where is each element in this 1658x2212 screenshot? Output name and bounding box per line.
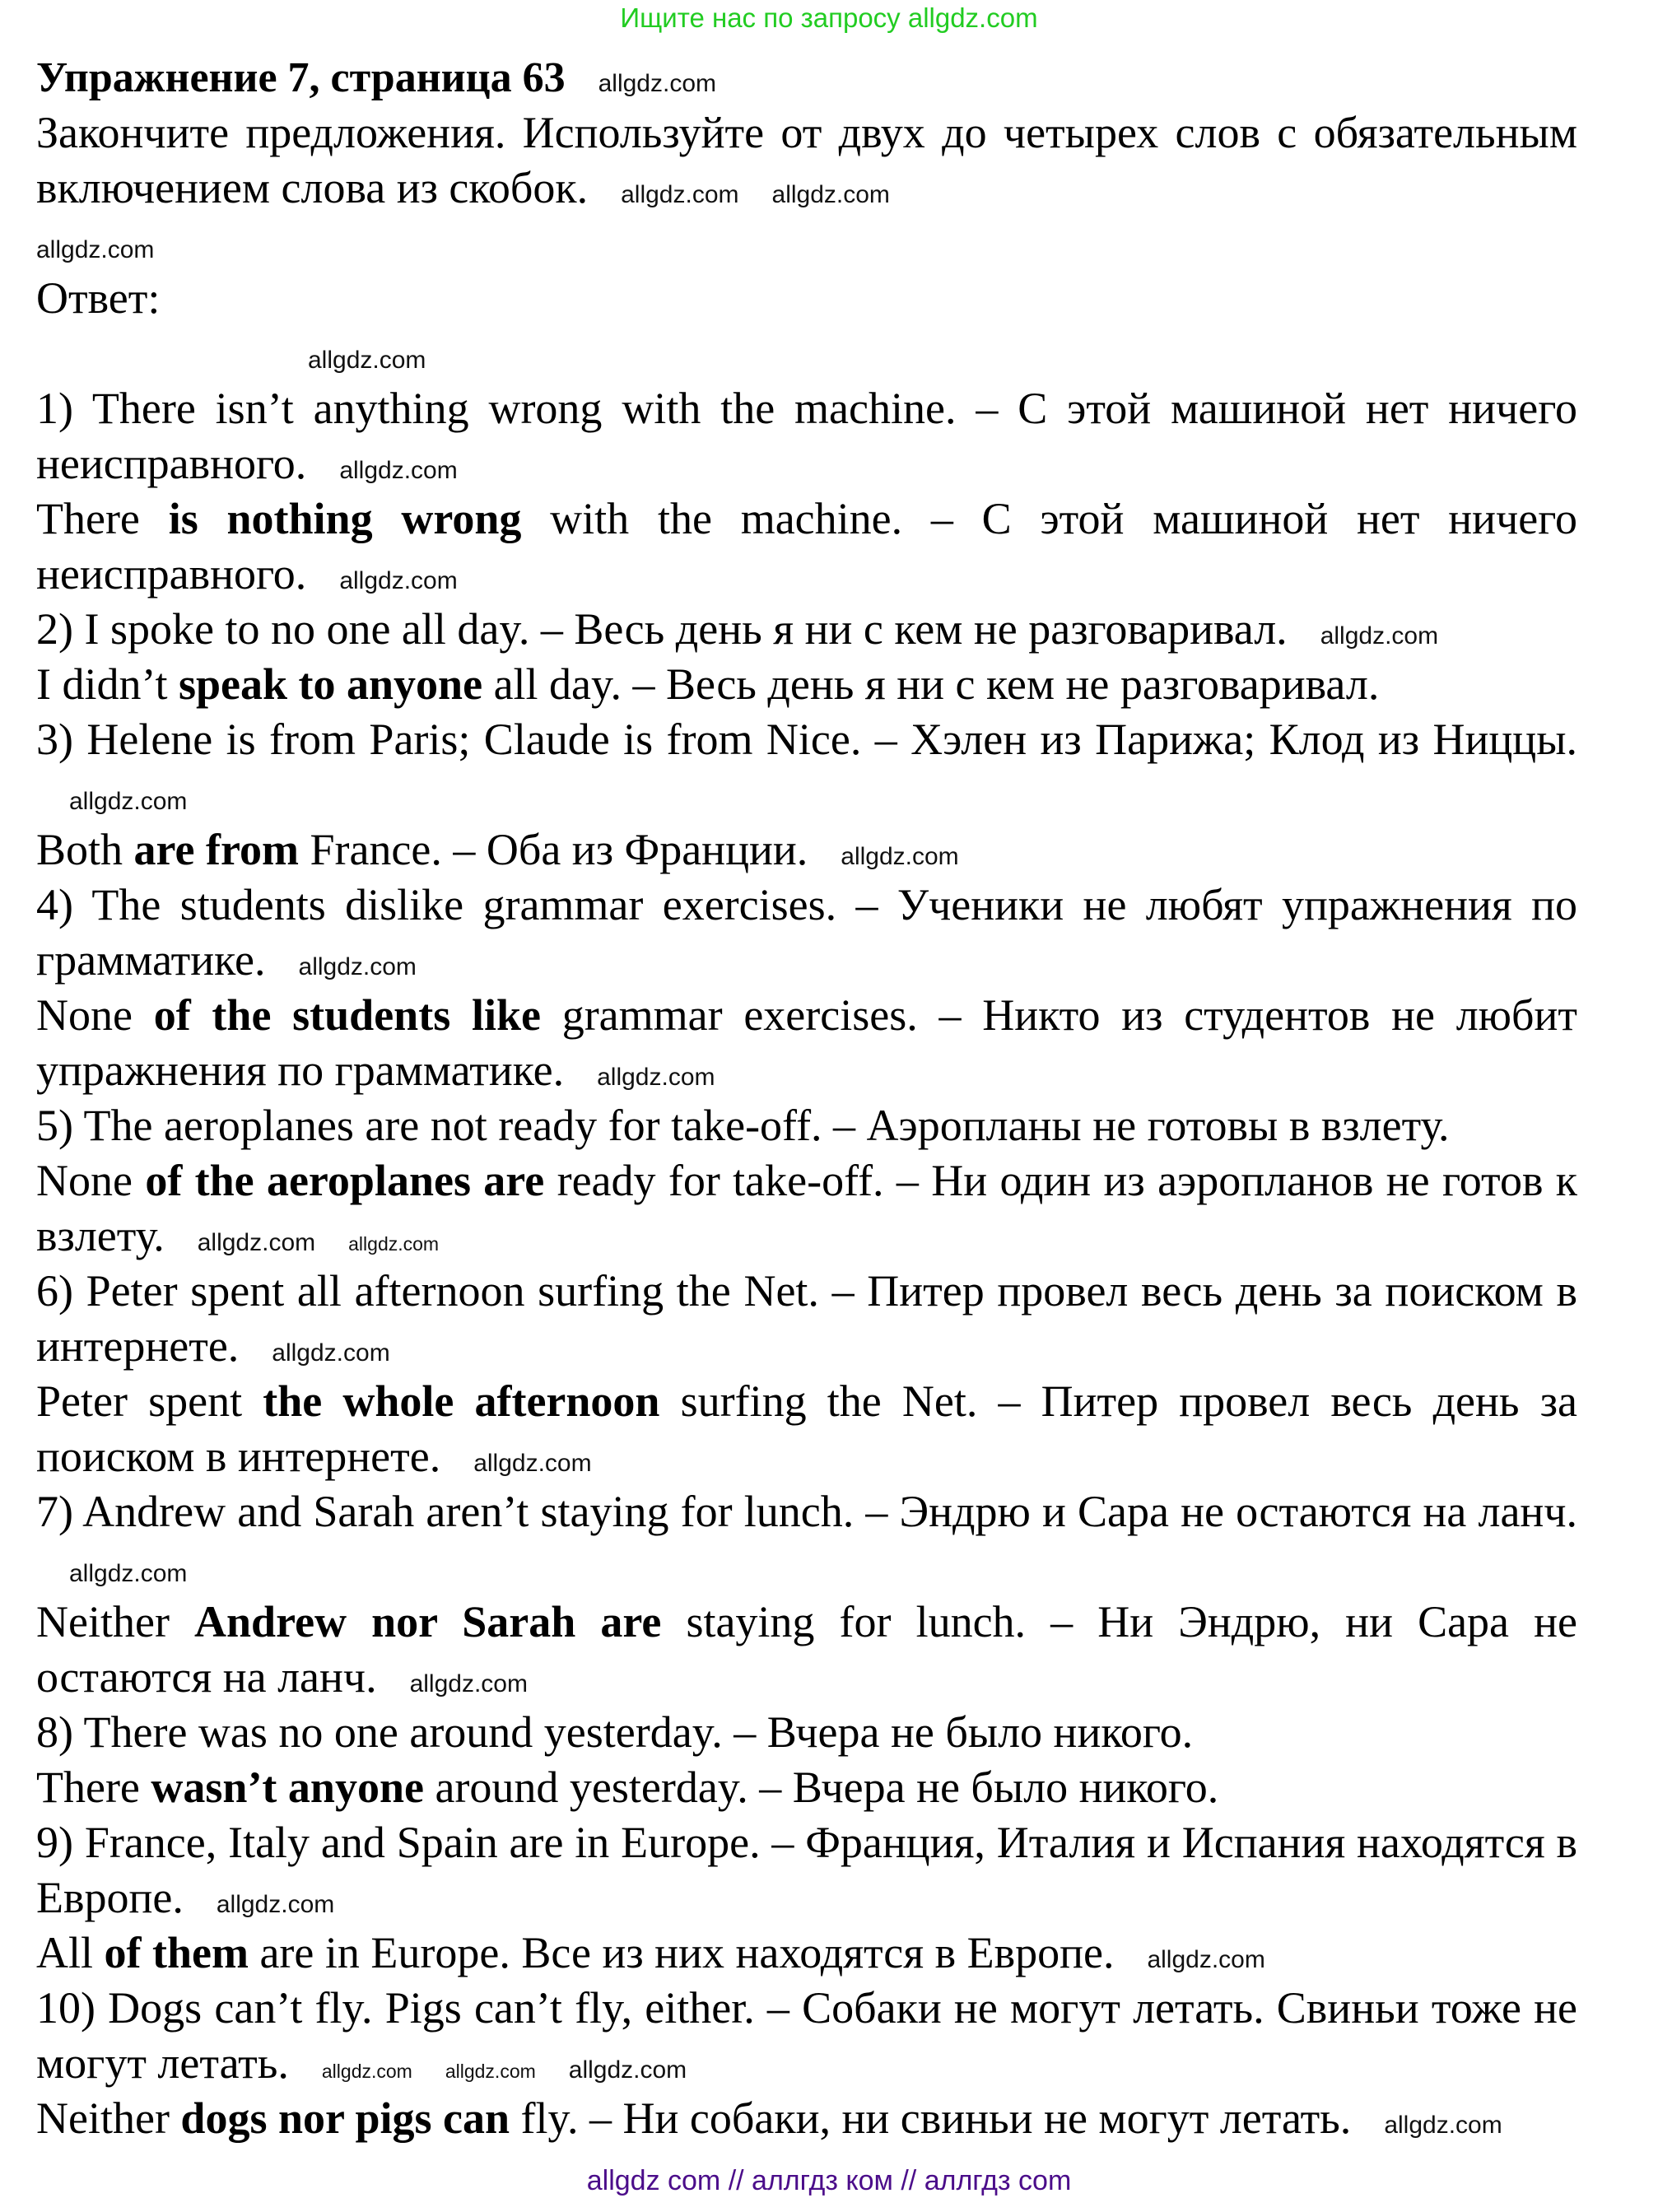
answer-line — [36, 988, 1577, 1098]
instruction-text — [36, 105, 1577, 216]
answer-segment: 5) The aeroplanes are not ready for take-off. – Аэропланы не готовы в взлету. — [36, 1101, 1450, 1150]
answer-segment: staying for lunch. – Ни Эндрю, ни Сара не остаются на ланч. — [36, 1597, 1577, 1702]
watermark-text: allgdz.com — [339, 457, 458, 484]
answer-segment: Neither — [36, 2093, 181, 2143]
answer-bold-segment: speak to anyone — [179, 659, 483, 709]
watermark-text: allgdz.com — [272, 1339, 390, 1367]
watermark-text: allgdz.com — [298, 953, 417, 980]
answer-segment: 7) Andrew and Sarah aren’t staying for lunch. – Эндрю и Сара не остаются на ланч. — [36, 1487, 1577, 1536]
answer-line — [36, 712, 1577, 822]
watermark-text: allgdz.com — [348, 1233, 440, 1255]
answer-bold-segment: of the aeroplanes are — [145, 1156, 545, 1205]
answer-segment: 3) Helene is from Paris; Claude is from Nice. – Хэлен из Парижа; Клод из Ниццы. — [36, 715, 1577, 764]
answer-line — [36, 491, 1577, 602]
answer-bold-segment: dogs nor pigs can — [180, 2093, 510, 2143]
answer-line — [36, 1815, 1577, 1926]
answer-line — [36, 381, 1577, 491]
watermark-text: allgdz.com — [197, 1229, 316, 1256]
page-title-text: Упражнение 7, страница 63 — [36, 54, 566, 101]
footer-watermark: allgdz com // аллгдз ком // аллгдз com — [586, 2165, 1072, 2196]
answer-line — [36, 1595, 1577, 1705]
watermark-text: allgdz.com — [621, 181, 739, 208]
answer-segment: I didn’t — [36, 659, 179, 709]
watermark-text: allgdz.com — [321, 2061, 412, 2082]
answer-segment: grammar exercises. – Никто из студентов не любит упражнения по грамматике. — [36, 990, 1577, 1095]
watermark-text: allgdz.com — [597, 1064, 715, 1091]
answer-line — [36, 1926, 1577, 1981]
answer-line — [36, 878, 1577, 988]
watermark-text: allgdz.com — [771, 181, 890, 208]
answer-segment: All — [36, 1928, 105, 1977]
answer-segment: Both — [36, 825, 134, 874]
answer-segment: None — [36, 1156, 146, 1205]
watermark-text: allgdz.com — [598, 70, 716, 97]
watermark-text: allgdz.com — [69, 788, 188, 815]
watermark-text: allgdz.com — [1384, 2112, 1502, 2139]
answer-segment: are in Europe. Все из них находятся в Европе. — [248, 1928, 1115, 1977]
answer-bold-segment: is nothing wrong — [168, 494, 522, 543]
answer-segment: around yesterday. – Вчера не было никого. — [423, 1763, 1219, 1812]
answer-bold-segment: wasn’t anyone — [151, 1763, 424, 1812]
answer-segment: There — [36, 494, 169, 543]
answer-line — [36, 1705, 1577, 1760]
watermark-text: allgdz.com — [36, 236, 155, 263]
answer-segment: with the machine. – С этой машиной нет ничего неисправного. — [36, 494, 1577, 598]
answer-segment: None — [36, 990, 154, 1040]
answer-segment: ready for take-off. – Ни один из аэропланов не готов к взлету. — [36, 1156, 1578, 1260]
answer-segment: 10) Dogs can’t fly. Pigs can’t fly, either. – Собаки не могут летать. Свиньи тоже не могут летать. — [36, 1983, 1577, 2088]
answer-line — [36, 1264, 1577, 1374]
answer-line — [36, 1484, 1577, 1595]
watermark-text: allgdz.com — [409, 1670, 528, 1697]
answer-segment: 6) Peter spent all afternoon surfing the Net. – Питер провел весь день за поиском в интернете. — [36, 1266, 1577, 1371]
watermark-text: allgdz.com — [568, 2056, 687, 2084]
watermark-text: allgdz.com — [1147, 1946, 1265, 1973]
answer-segment: Peter spent — [36, 1376, 263, 1426]
answer-segment: all day. – Весь день я ни с кем не разговаривал. — [482, 659, 1380, 709]
answer-line — [36, 1153, 1577, 1264]
answer-segment: 9) France, Italy and Spain are in Europe. – Франция, Италия и Испания находятся в Европе. — [36, 1818, 1577, 1922]
answer-line — [36, 1374, 1577, 1484]
exercise-content — [36, 50, 1577, 2146]
watermark-text: allgdz.com — [473, 1450, 592, 1477]
answer-line — [36, 1098, 1577, 1153]
answer-segment: surfing the Net. – Питер провел весь день за поиском в интернете. — [36, 1376, 1577, 1481]
page-title — [36, 50, 1577, 105]
answer-line — [36, 2091, 1577, 2146]
answer-segment: 4) The students dislike grammar exercises. – Ученики не любят упражнения по грамматике. — [36, 880, 1577, 985]
answer-segment: 1) There isn’t anything wrong with the machine. – С этой машиной нет ничего неисправного. — [36, 384, 1577, 488]
answer-segment: Neither — [36, 1597, 195, 1646]
answer-bold-segment: of them — [104, 1928, 249, 1977]
answer-segment: fly. – Ни собаки, ни свиньи не могут летать. — [510, 2093, 1352, 2143]
watermark-text: allgdz.com — [339, 567, 458, 594]
watermark-text: allgdz.com — [216, 1891, 335, 1918]
answer-bold-segment: Andrew nor Sarah are — [194, 1597, 662, 1646]
watermark-text: allgdz.com — [445, 2061, 536, 2082]
watermark-text: allgdz.com — [841, 843, 959, 870]
answer-bold-segment: are from — [133, 825, 299, 874]
top-banner: Ищите нас по запросу allgdz.com — [620, 2, 1038, 33]
watermark-text: allgdz.com — [69, 1560, 188, 1587]
answer-segment: France. – Оба из Франции. — [298, 825, 808, 874]
answer-segment: 8) There was no one around yesterday. – Вчера не было никого. — [36, 1707, 1194, 1757]
answer-bold-segment: the whole afternoon — [263, 1376, 660, 1426]
answer-line — [36, 1981, 1577, 2091]
watermark-text: allgdz.com — [308, 347, 426, 374]
instruction-text-content: Закончите предложения. Используйте от двух до четырех слов с обязательным включением слова из скобок. — [36, 108, 1577, 212]
answer-line — [36, 1760, 1577, 1815]
answers-list — [36, 381, 1577, 2146]
answer-label: Ответ: — [36, 273, 161, 323]
answer-bold-segment: of the students like — [153, 990, 541, 1040]
answer-line — [36, 657, 1577, 712]
watermark-text: allgdz.com — [1320, 622, 1439, 650]
answer-line — [36, 822, 1577, 878]
answer-line — [36, 602, 1577, 657]
answer-segment: There — [36, 1763, 151, 1812]
answer-segment: 2) I spoke to no one all day. – Весь день я ни с кем не разговаривал. — [36, 604, 1288, 654]
